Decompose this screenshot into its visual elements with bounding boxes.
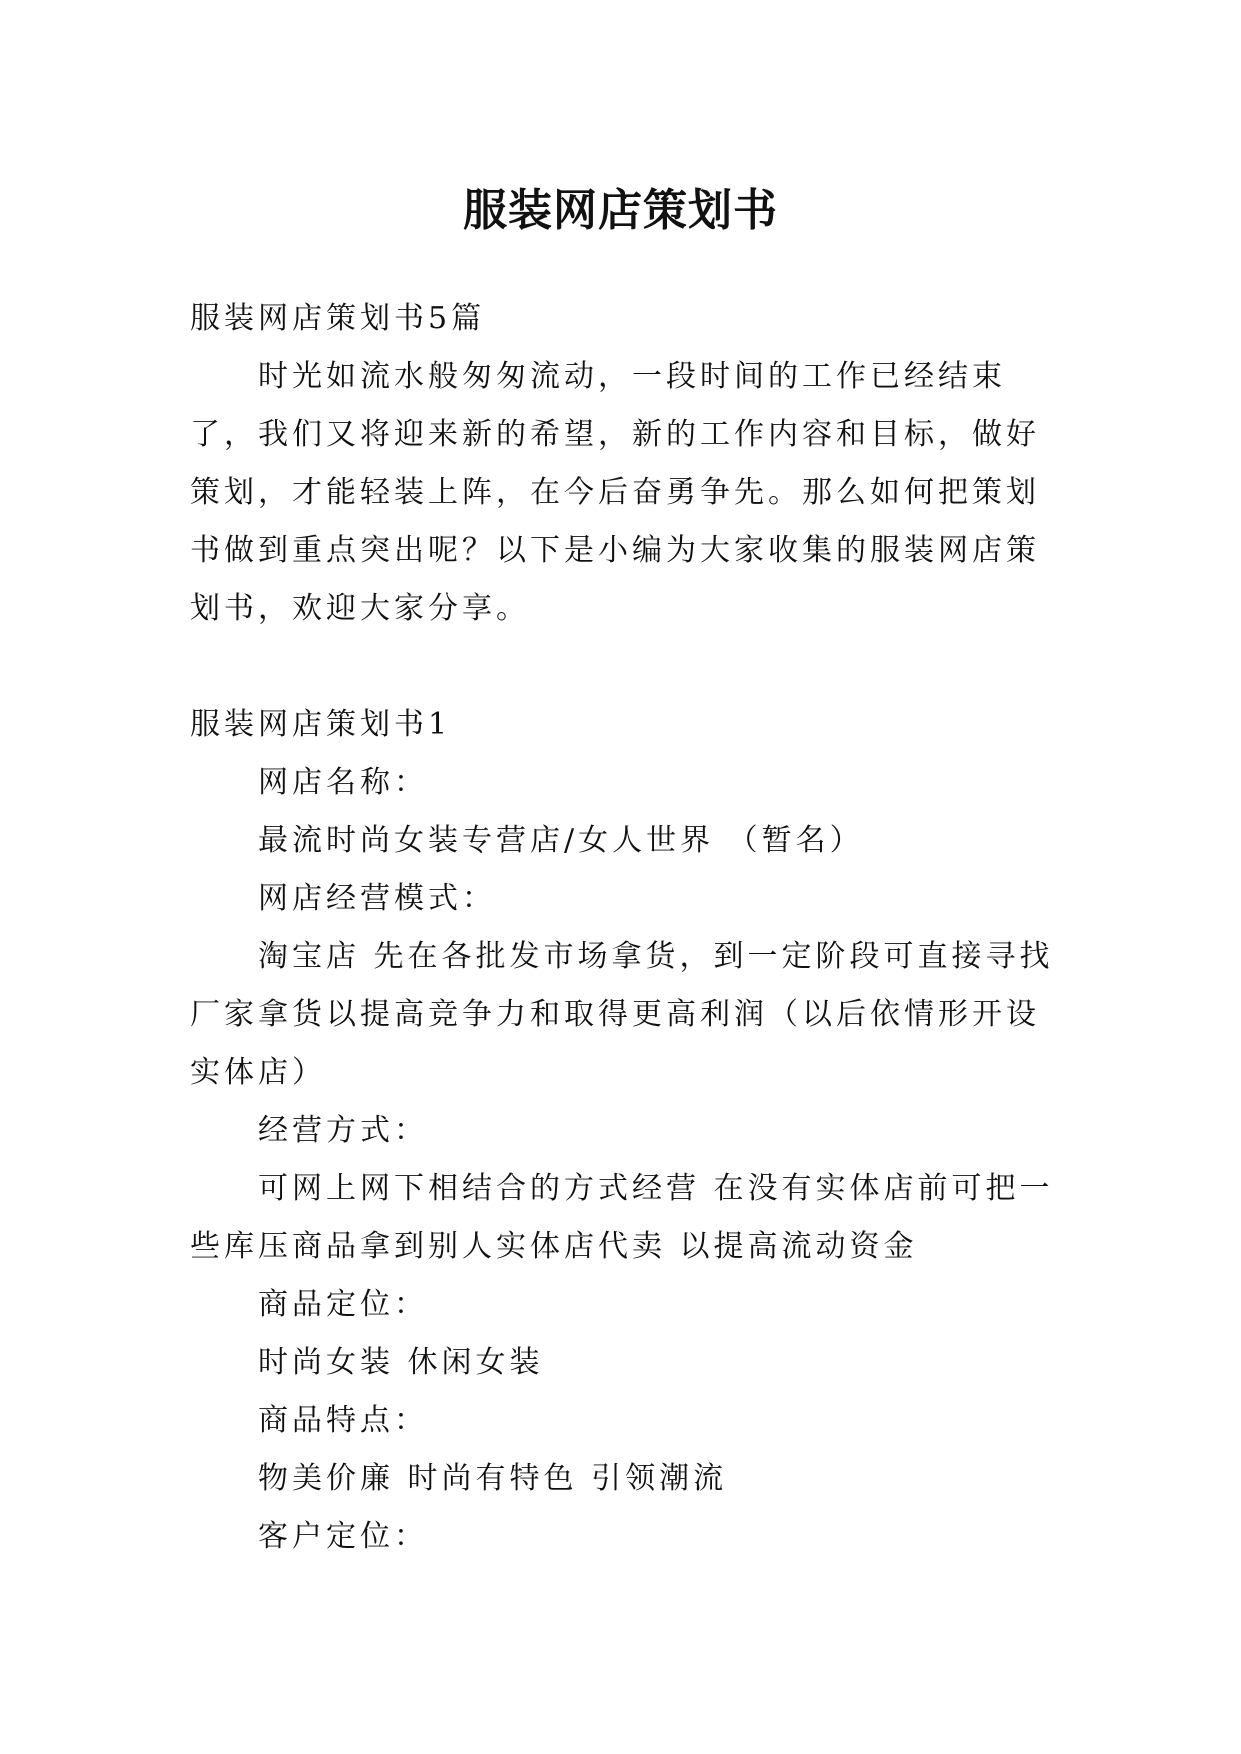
store-name-label: 网店名称：	[258, 765, 428, 800]
product-positioning-value: 时尚女装 休闲女装	[258, 1345, 544, 1380]
customer-positioning-label: 客户定位：	[258, 1519, 428, 1554]
document-title: 服装网店策划书	[463, 185, 778, 237]
section-heading: 服装网店策划书1	[190, 707, 452, 742]
collection-heading: 服装网店策划书5篇	[190, 301, 486, 336]
intro-paragraph: 时光如流水般匆匆流动，一段时间的工作已经结束了，我们又将迎来新的希望，新的工作内容和目标，做好策划，才能轻装上阵，在今后奋勇争先。那么如何把策划书做到重点突出呢？以下是小编为大家收集的服装网店策划书，欢迎大家分享。	[190, 359, 1040, 626]
business-model-label: 网店经营模式：	[258, 881, 496, 916]
operation-method-value: 可网上网下相结合的方式经营 在没有实体店前可把一些库压商品拿到别人实体店代卖 以提高流动资金	[190, 1171, 1054, 1264]
product-features-label: 商品特点：	[258, 1403, 428, 1438]
business-model-value: 淘宝店 先在各批发市场拿货，到一定阶段可直接寻找厂家拿货以提高竞争力和取得更高利润（以后依情形开设实体店）	[190, 939, 1054, 1090]
document-body	[190, 290, 1070, 1566]
product-positioning-label: 商品定位：	[258, 1287, 428, 1322]
store-name-value: 最流时尚女装专营店/女人世界 （暂名）	[258, 823, 864, 858]
operation-method-label: 经营方式：	[258, 1113, 428, 1148]
product-features-value: 物美价廉 时尚有特色 引领潮流	[258, 1461, 728, 1496]
